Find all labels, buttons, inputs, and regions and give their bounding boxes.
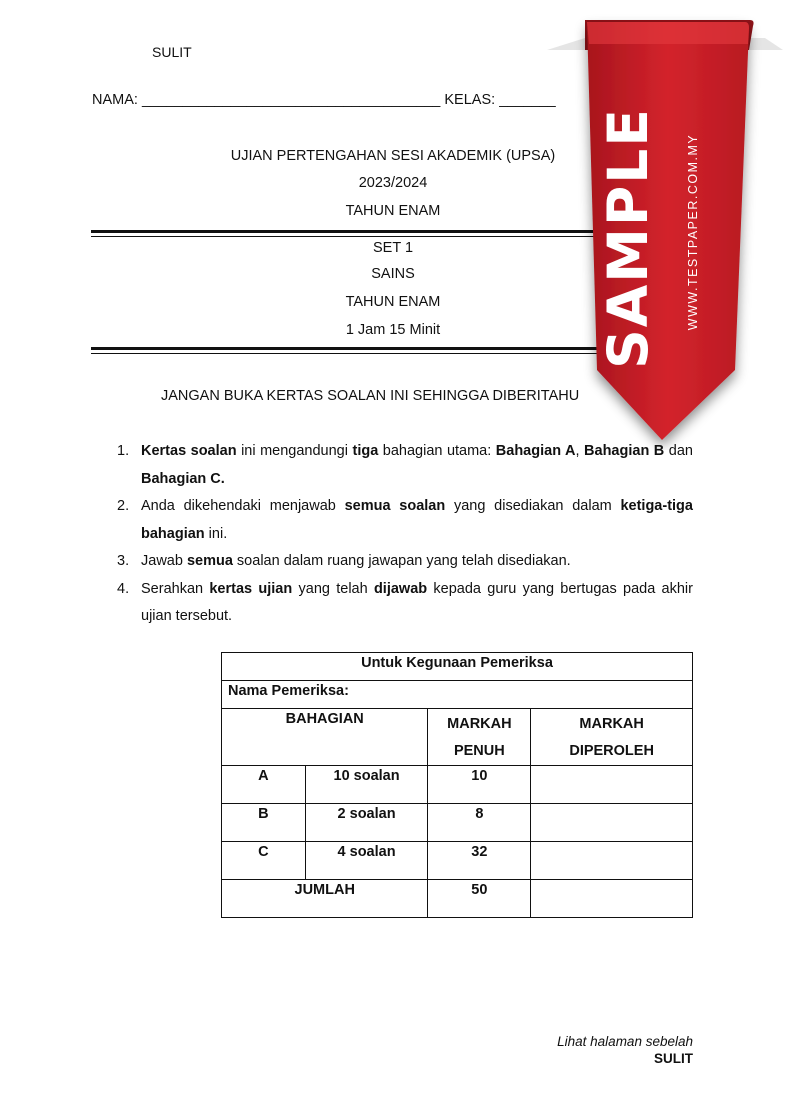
row-full-marks: 8 [428,804,531,842]
instruction-text: ini mengandungi [236,443,353,459]
instruction-text: ketiga-tiga bahagian [141,498,693,542]
instruction-text: tiga [352,443,379,459]
instruction-number: 1. [117,443,130,459]
instruction-text: yang telah [292,580,374,597]
instruction-text: ini. [204,525,228,542]
instruction-text: yang disediakan dalam [445,498,621,514]
divider-top-thin [91,236,611,237]
instruction-text: Bahagian A [495,443,576,459]
name-class-line [92,92,556,108]
instruction-item [117,576,693,631]
row-obtained-marks[interactable] [531,842,693,880]
table-row [222,766,693,804]
divider-bottom-thin [91,353,611,354]
exam-grade: TAHUN ENAM [345,203,441,219]
table-header-row [222,709,693,766]
col-markah-penuh-line1: MARKAH [447,716,512,732]
duration-label: 1 Jam 15 Minit [345,322,441,338]
site-url: WWW.TESTPAPER.COM.MY [686,133,700,331]
table-total-row [222,880,693,918]
row-count: 10 soalan [305,766,428,804]
table-examiner-row [222,681,693,709]
kelas-blank: _______ [499,92,556,108]
row-section: A [222,766,306,804]
instruction-text: dijawab [373,580,428,597]
instruction-text: kertas ujian [209,580,293,597]
table-row [222,842,693,880]
col-markah-diperoleh-line1: MARKAH [579,716,644,732]
examiner-name-label: Nama Pemeriksa: [222,681,693,709]
total-label: JUMLAH [222,880,428,918]
instruction-item [117,548,693,576]
instruction-text: semua [186,553,233,569]
row-section: B [222,804,306,842]
subject-label: SAINS [371,266,415,282]
examiner-table [221,652,693,918]
row-obtained-marks[interactable] [531,804,693,842]
instruction-text: dan [664,443,693,459]
header-sulit: SULIT [152,44,192,60]
col-markah-penuh [428,709,531,766]
nama-label: NAMA: [92,92,138,108]
instruction-text: kepada guru yang bertugas pada akhir ujian tersebut. [141,580,693,624]
kelas-label: KELAS: [444,92,496,108]
row-count: 2 soalan [305,804,428,842]
instruction-number: 2. [117,498,130,514]
row-full-marks: 10 [428,766,531,804]
instruction-text: soalan dalam ruang jawapan yang telah disediakan. [232,553,571,569]
row-obtained-marks[interactable] [531,766,693,804]
grade-label: TAHUN ENAM [345,294,441,310]
sample-word: SAMPLE [596,107,660,369]
ribbon-graphic [545,0,786,450]
instruction-text: Kertas soalan [141,443,237,459]
col-markah-diperoleh [531,709,693,766]
col-markah-diperoleh-line2: DIPEROLEH [569,743,654,759]
set-label: SET 1 [372,240,414,256]
instruction-text: Anda dikehendaki menjawab [141,498,345,514]
instruction-text: Bahagian C. [141,470,225,487]
table-title: Untuk Kegunaan Pemeriksa [222,653,693,681]
row-count: 4 soalan [305,842,428,880]
footer-sulit: SULIT [654,1051,693,1066]
do-not-open-notice: JANGAN BUKA KERTAS SOALAN INI SEHINGGA DIBERITAHU [161,388,580,404]
table-row [222,804,693,842]
instruction-text: bahagian utama: [378,443,496,459]
col-bahagian: BAHAGIAN [222,709,428,766]
divider-bottom-thick [91,347,611,350]
row-full-marks: 32 [428,842,531,880]
instruction-text: Jawab [141,553,187,569]
divider-top-thick [91,230,611,233]
total-full-marks: 50 [428,880,531,918]
exam-year: 2023/2024 [358,175,428,191]
col-markah-penuh-line2: PENUH [453,743,505,759]
exam-name: UJIAN PERTENGAHAN SESI AKADEMIK (UPSA) [230,148,556,164]
instruction-text: Serahkan [141,580,210,597]
next-page-note: Lihat halaman sebelah [557,1034,693,1049]
sample-ribbon [545,0,786,450]
instruction-number: 3. [117,553,130,569]
instructions-list [117,438,693,631]
instruction-text: Bahagian B [584,443,665,459]
instruction-number: 4. [117,580,130,597]
nama-blank: _____________________________________ [141,92,441,108]
instruction-item [117,493,693,548]
instruction-text: semua soalan [344,498,446,514]
table-title-row [222,653,693,681]
total-obtained-marks[interactable] [531,880,693,918]
row-section: C [222,842,306,880]
instruction-text: , [575,443,585,459]
